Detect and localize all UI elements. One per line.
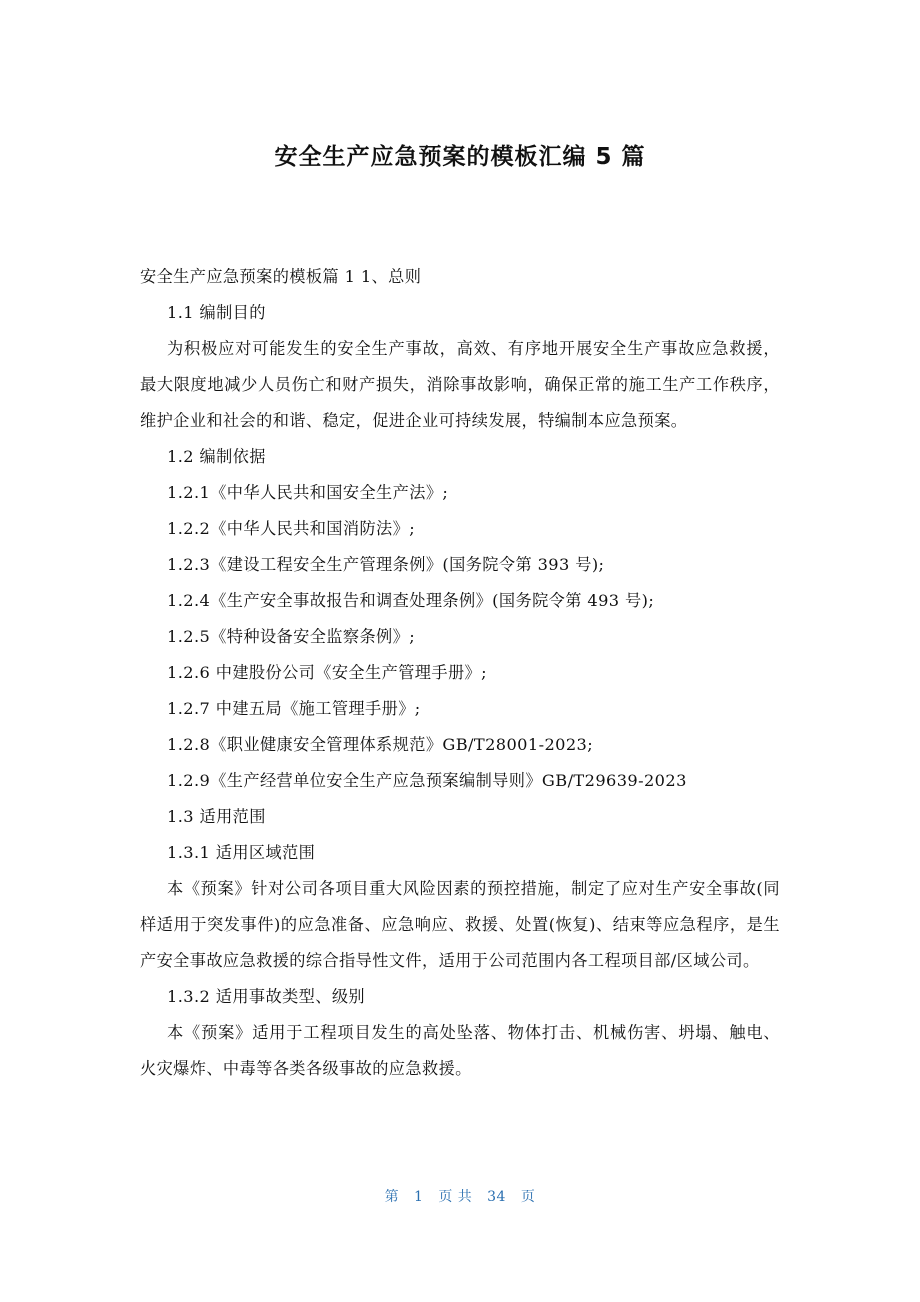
paragraph-purpose: 为积极应对可能发生的安全生产事故，高效、有序地开展安全生产事故应急救援，最大限度地减少人员伤亡和财产损失，消除事故影响，确保正常的施工生产工作秩序，维护企业和社会的和谐、稳定，促进企业可持续发展，特编制本应急预案。 (140, 339, 780, 430)
basis-item-9: 1.2.9《生产经营单位安全生产应急预案编制导则》GB/T29639-2023 (167, 771, 687, 790)
basis-item-5: 1.2.5《特种设备安全监察条例》; (167, 627, 416, 646)
basis-item-6: 1.2.6 中建股份公司《安全生产管理手册》; (167, 663, 487, 682)
section-heading-1-3: 1.3 适用范围 (167, 807, 266, 826)
footer-label-total: 页 共 (438, 1189, 473, 1205)
section-heading-1-2: 1.2 编制依据 (167, 447, 266, 466)
footer-total-pages: 34 (487, 1189, 506, 1205)
basis-item-3: 1.2.3《建设工程安全生产管理条例》(国务院令第 393 号); (167, 555, 605, 574)
footer-label-page: 第 (384, 1189, 400, 1205)
section-heading-1-1: 1.1 编制目的 (167, 303, 266, 322)
page-footer (0, 1186, 920, 1206)
basis-item-2: 1.2.2《中华人民共和国消防法》; (167, 519, 416, 538)
footer-label-end: 页 (520, 1189, 536, 1205)
paragraph-accident-types: 本《预案》适用于工程项目发生的高处坠落、物体打击、机械伤害、坍塌、触电、火灾爆炸、中毒等各类各级事故的应急救援。 (140, 1023, 780, 1078)
paragraph-scope: 本《预案》针对公司各项目重大风险因素的预控措施，制定了应对生产安全事故(同样适用于突发事件)的应急准备、应急响应、救援、处置(恢复)、结束等应急程序，是生产安全事故应急救援的综合指导性文件，适用于公司范围内各工程项目部/区域公司。 (140, 879, 780, 970)
section-heading-1-3-2: 1.3.2 适用事故类型、级别 (167, 987, 366, 1006)
basis-item-1: 1.2.1《中华人民共和国安全生产法》; (167, 483, 449, 502)
basis-item-4: 1.2.4《生产安全事故报告和调查处理条例》(国务院令第 493 号); (167, 591, 655, 610)
document-title: 安全生产应急预案的模板汇编 5 篇 (274, 144, 646, 170)
section-heading-1-3-1: 1.3.1 适用区域范围 (167, 843, 316, 862)
basis-item-7: 1.2.7 中建五局《施工管理手册》; (167, 699, 421, 718)
basis-item-8: 1.2.8《职业健康安全管理体系规范》GB/T28001-2023; (167, 735, 594, 754)
document-body (140, 259, 780, 1087)
footer-current-page: 1 (414, 1189, 424, 1205)
section-intro-line: 安全生产应急预案的模板篇 1 1、总则 (140, 267, 422, 286)
